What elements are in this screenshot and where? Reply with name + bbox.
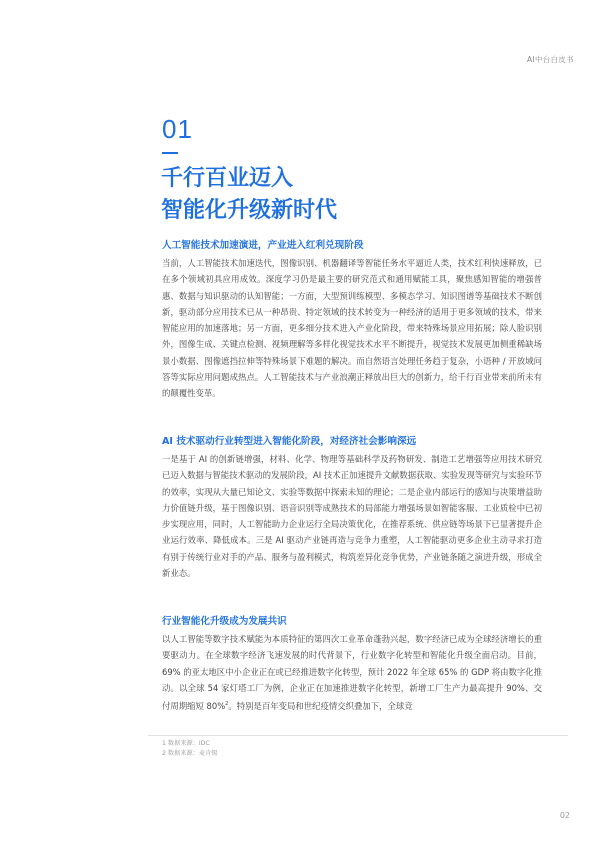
page-number: 02: [559, 811, 570, 820]
section-3-body-main: 以人工智能等数字技术赋能为本质特征的第四次工业革命蓬勃兴起，数字经济已成为全球经济增长的重要驱动力。在全球数字经济飞速发展的时代背景下，行业数字化转型和智能化升级全面启动。目前，69% 的亚太地区中小企业正在或已经推进数字化转型，预计 2022 年全球 65% 的 GDP 将由数字化推动。以全球 54 家灯塔工厂为例，企业正在加速推进数字化转型，新增工厂生产力最高提升 90%、交付周期缩短 80%: [162, 634, 542, 711]
footnote-divider: [148, 735, 568, 736]
chapter-title: [161, 163, 337, 227]
footnote-ref-2: 2: [225, 701, 229, 708]
section-3: [162, 613, 542, 714]
section-2-body: 一是基于 AI 的创新链增强，材料、化学、物理等基础科学及药物研发、制造工艺增强等应用技术研究已迈入数据与智能技术驱动的发展阶段，AI 技术正加速提升文献数据获取、实验发现等研究与实验环节的效率，实现从大量已知论文、实验等数据中探索未知的理论；二是企业内部运行的感知与决策增益助力价值链升级，基于图像识别、语音识别等成熟技术的局部能力增强场景如智能客服、工业质检中已初步实现应用，同时，人工智能助力企业运行全局决策优化，在推荐系统、供应链等场景下已显著提升企业运行效率、降低成本。三是 AI 驱动产业链再造与竞争力重塑，人工智能驱动更多企业主动寻求打造有别于传统行业对手的产品、服务与盈利模式，构筑差异化竞争优势，产业链条随之演进升级，形成全新业态。: [162, 454, 542, 579]
section-2: [162, 433, 542, 581]
section-2-heading: AI 技术驱动行业转型进入智能化阶段，对经济社会影响深远: [162, 436, 417, 447]
section-3-body-tail: 。特别是百年变局和世纪疫情交织叠加下，全球竞: [228, 700, 413, 711]
section-3-body: [162, 631, 542, 714]
section-1: [162, 237, 542, 402]
footnote-1: 1 数据来源：IDC: [162, 740, 210, 747]
chapter-title-line-2: 智能化升级新时代: [161, 198, 338, 223]
footnote-2: 2 数据来源：麦肯锡: [162, 750, 218, 757]
footnotes: [162, 739, 217, 759]
chapter-title-line-1: 千行百业迈入: [161, 166, 294, 191]
section-1-body: 当前，人工智能技术加速迭代，图像识别、机器翻译等智能任务水平逼近人类，技术红利快速释放，已在多个领域初具应用成效。深度学习仍是最主要的研究范式和通用赋能工具，聚焦感知智能的增强普惠、数据与知识驱动的认知智能；一方面，大型预训练模型、多模态学习、知识图谱等基础技术不断创新，驱动部分应用技术已从一种昂贵、特定领域的技术转变为一种经济的适用于更多领域的技术，带来智能应用的加速落地；另一方面，更多细分技术进入产业化阶段，带来特殊场景应用拓展；除人脸识别外，图像生成、关键点检测、视频理解等多样化视觉技术水平不断提升，视觉技术发展更加侧重稀缺场景小数据、图像遮挡拉伸等特殊场景下难题的解决。而自然语言处理任务趋于复杂，小语种 / 开放域问答等实际应用问题成热点。人工智能技术与产业浪潮正释放出巨大的创新力，给千行百业带来前所未有的颠覆性变革。: [162, 258, 542, 399]
chapter-number: 01: [162, 114, 193, 144]
chapter-divider: [162, 152, 178, 154]
running-header: AI中台白皮书: [527, 55, 574, 64]
section-3-heading: 行业智能化升级成为发展共识: [162, 616, 287, 627]
section-1-heading: 人工智能技术加速演进，产业进入红利兑现阶段: [162, 240, 364, 251]
